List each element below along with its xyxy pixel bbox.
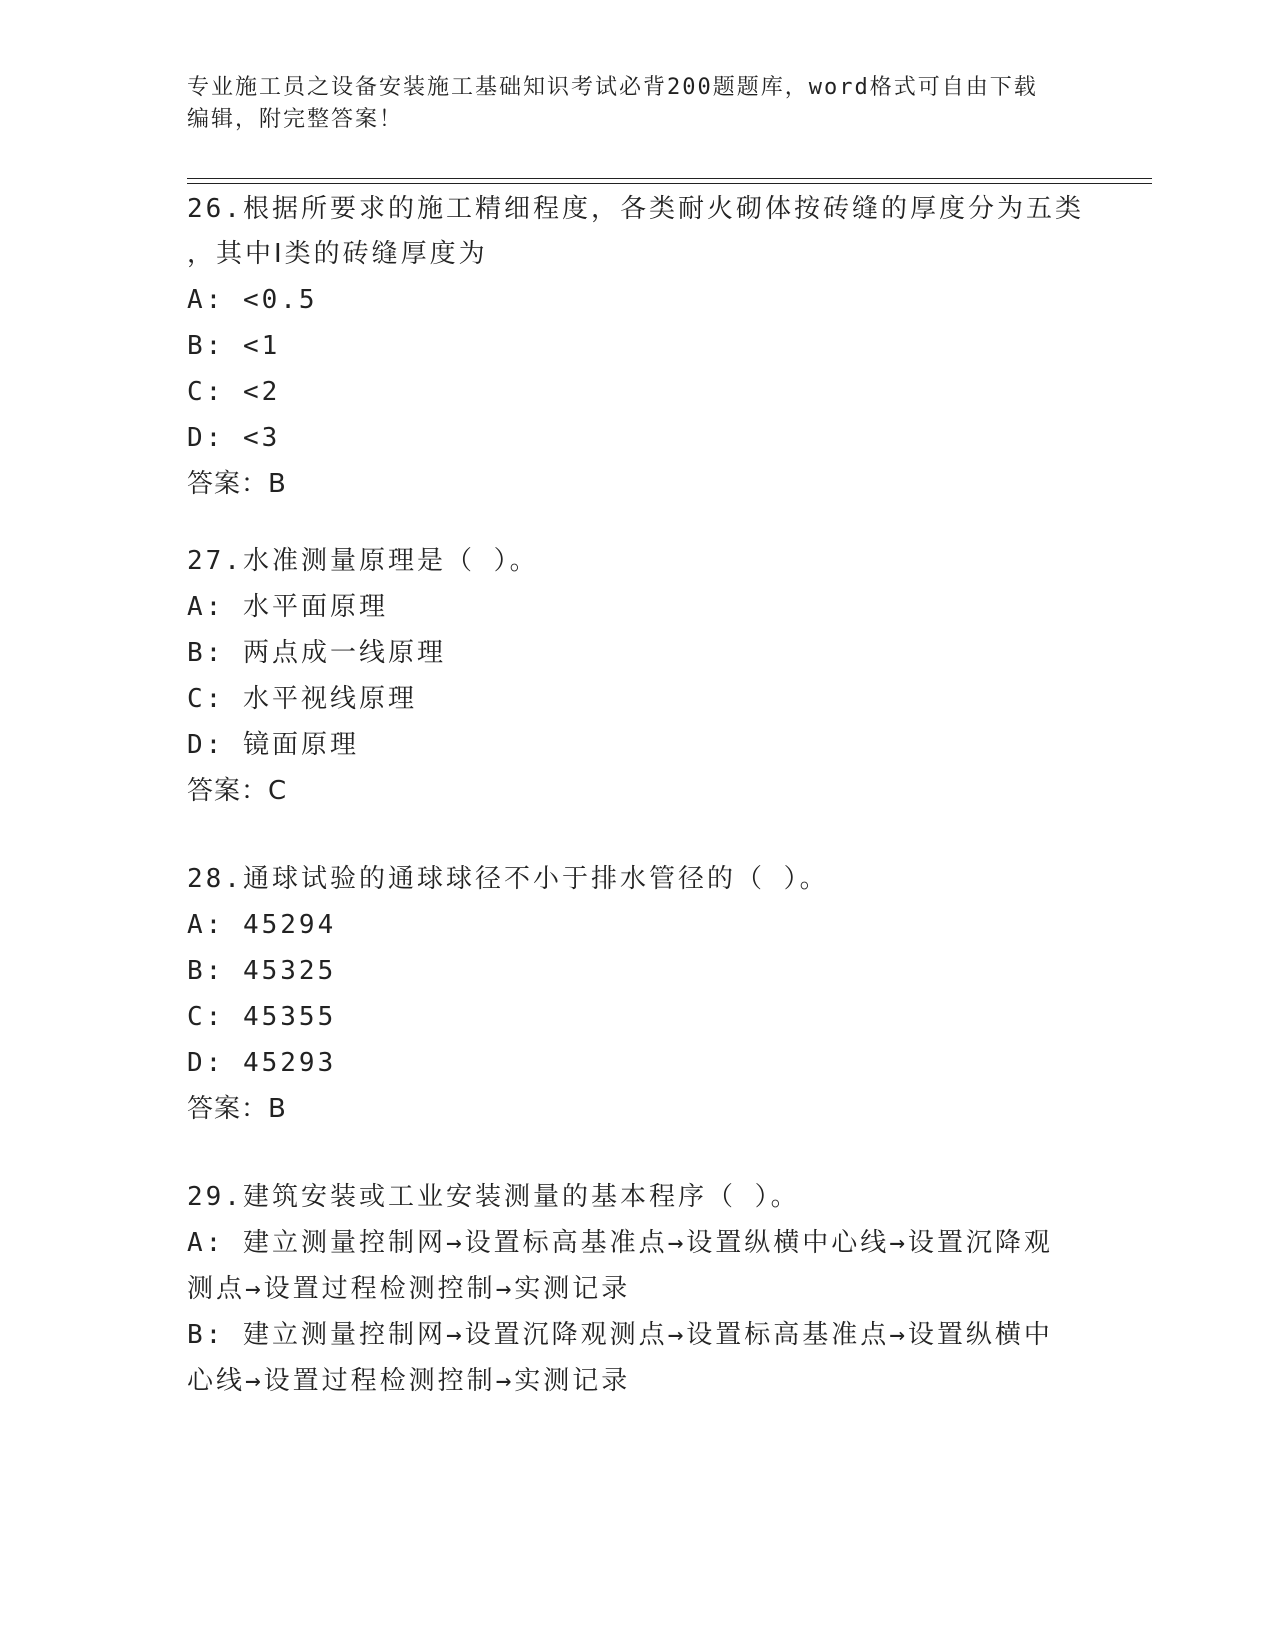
option-c: C: <2: [187, 377, 281, 407]
option-a: A: <0.5: [187, 285, 318, 315]
option-d: D: <3: [187, 423, 281, 453]
option-b-line-1: B: 建立测量控制网→设置沉降观测点→设置标高基准点→设置纵横中: [187, 1320, 1053, 1350]
header-line-2: 编辑，附完整答案！: [187, 107, 404, 132]
option-a: A: 45294: [187, 910, 337, 940]
question-stem-line-1: 26.根据所要求的施工精细程度，各类耐火砌体按砖缝的厚度分为五类: [187, 194, 1084, 224]
document-header: [187, 72, 1087, 136]
option-d: D: 镜面原理: [187, 730, 359, 760]
question-stem-line-1: 28.通球试验的通球球径不小于排水管径的（ ）。: [187, 864, 829, 894]
option-b: B: 45325: [187, 956, 337, 986]
question-stem-line-1: 27.水准测量原理是（ ）。: [187, 546, 539, 576]
question-stem-line-1: 29.建筑安装或工业安装测量的基本程序（ ）。: [187, 1182, 800, 1212]
question-28: [187, 857, 1087, 1132]
option-c: C: 45355: [187, 1002, 337, 1032]
answer: 答案：B: [187, 469, 287, 499]
option-b: B: 两点成一线原理: [187, 638, 446, 668]
question-27: [187, 539, 1087, 814]
option-c: C: 水平视线原理: [187, 684, 417, 714]
header-line-1: 专业施工员之设备安装施工基础知识考试必背200题题库，word格式可自由下载: [187, 75, 1038, 100]
option-a: A: 水平面原理: [187, 592, 388, 622]
question-26: [187, 187, 1087, 507]
header-divider-top: [187, 178, 1152, 179]
option-a-line-2: 测点→设置过程检测控制→实测记录: [187, 1274, 631, 1304]
answer: 答案：B: [187, 1094, 287, 1124]
answer: 答案：C: [187, 776, 288, 806]
question-stem-line-2: ，其中Ⅰ类的砖缝厚度为: [187, 239, 488, 269]
question-29: [187, 1175, 1087, 1404]
header-divider-bottom: [187, 183, 1152, 184]
option-b: B: <1: [187, 331, 281, 361]
option-d: D: 45293: [187, 1048, 337, 1078]
option-b-line-2: 心线→设置过程检测控制→实测记录: [187, 1366, 631, 1396]
option-a-line-1: A: 建立测量控制网→设置标高基准点→设置纵横中心线→设置沉降观: [187, 1228, 1053, 1258]
